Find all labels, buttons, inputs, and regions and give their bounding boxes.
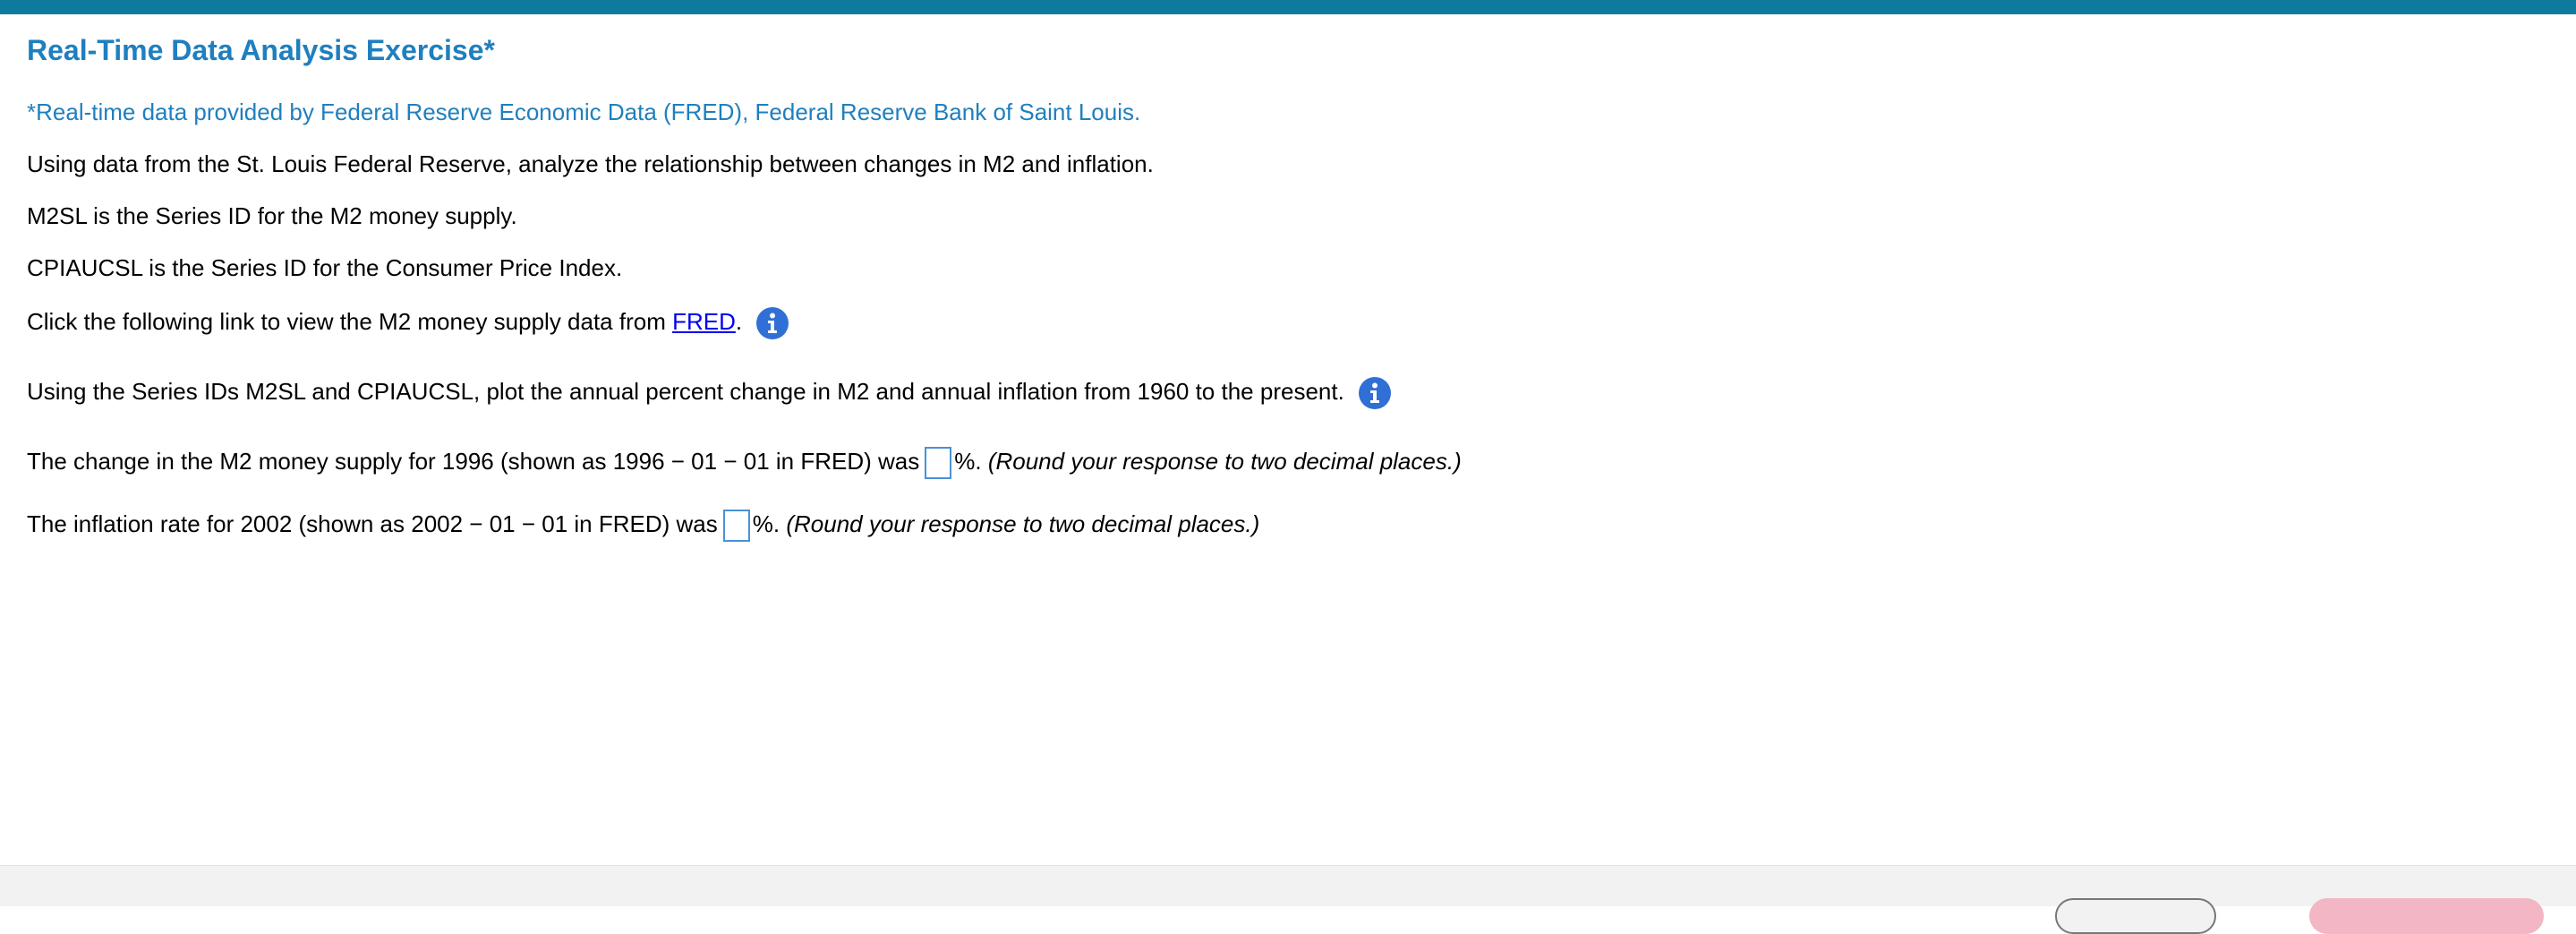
footer-secondary-button[interactable] (2055, 898, 2216, 934)
m2-change-answer-input[interactable] (925, 447, 951, 479)
info-icon[interactable] (755, 306, 789, 340)
percent-unit: %. (954, 448, 982, 475)
plot-instruction-line (27, 376, 1392, 410)
rounding-hint: (Round your response to two decimal places.) (987, 448, 1462, 475)
fred-link[interactable]: FRED (672, 308, 736, 335)
fred-link-prefix: Click the following link to view the M2 money supply data from (27, 308, 673, 335)
footer-primary-button[interactable] (2309, 898, 2544, 934)
data-credit: *Real-time data provided by Federal Reserve Economic Data (FRED), Federal Reserve Bank of Saint Louis. (27, 99, 1141, 125)
top-accent-bar (0, 0, 2576, 14)
question-text: The inflation rate for 2002 (shown as 2002 − 01 − 01 in FRED) was (27, 510, 718, 537)
page-title: Real-Time Data Analysis Exercise* (27, 34, 495, 66)
m2-series-text: M2SL is the Series ID for the M2 money supply. (27, 202, 517, 229)
plot-instruction: Using the Series IDs M2SL and CPIAUCSL, plot the annual percent change in M2 and annual inflation from 1960 to the present. (27, 378, 1344, 405)
info-icon[interactable] (1358, 376, 1392, 410)
intro-text: Using data from the St. Louis Federal Reserve, analyze the relationship between changes in M2 and inflation. (27, 150, 1154, 177)
footer-bar (0, 865, 2576, 906)
rounding-hint: (Round your response to two decimal places.) (786, 510, 1260, 537)
cpi-series-text: CPIAUCSL is the Series ID for the Consumer Price Index. (27, 254, 623, 281)
question-text: The change in the M2 money supply for 1996 (shown as 1996 − 01 − 01 in FRED) was (27, 448, 920, 475)
fred-link-line (27, 306, 789, 340)
fred-link-suffix: . (735, 308, 743, 335)
question-inflation-rate (27, 509, 1259, 542)
percent-unit: %. (752, 510, 780, 537)
question-m2-change (27, 446, 1462, 479)
inflation-rate-answer-input[interactable] (723, 510, 750, 542)
